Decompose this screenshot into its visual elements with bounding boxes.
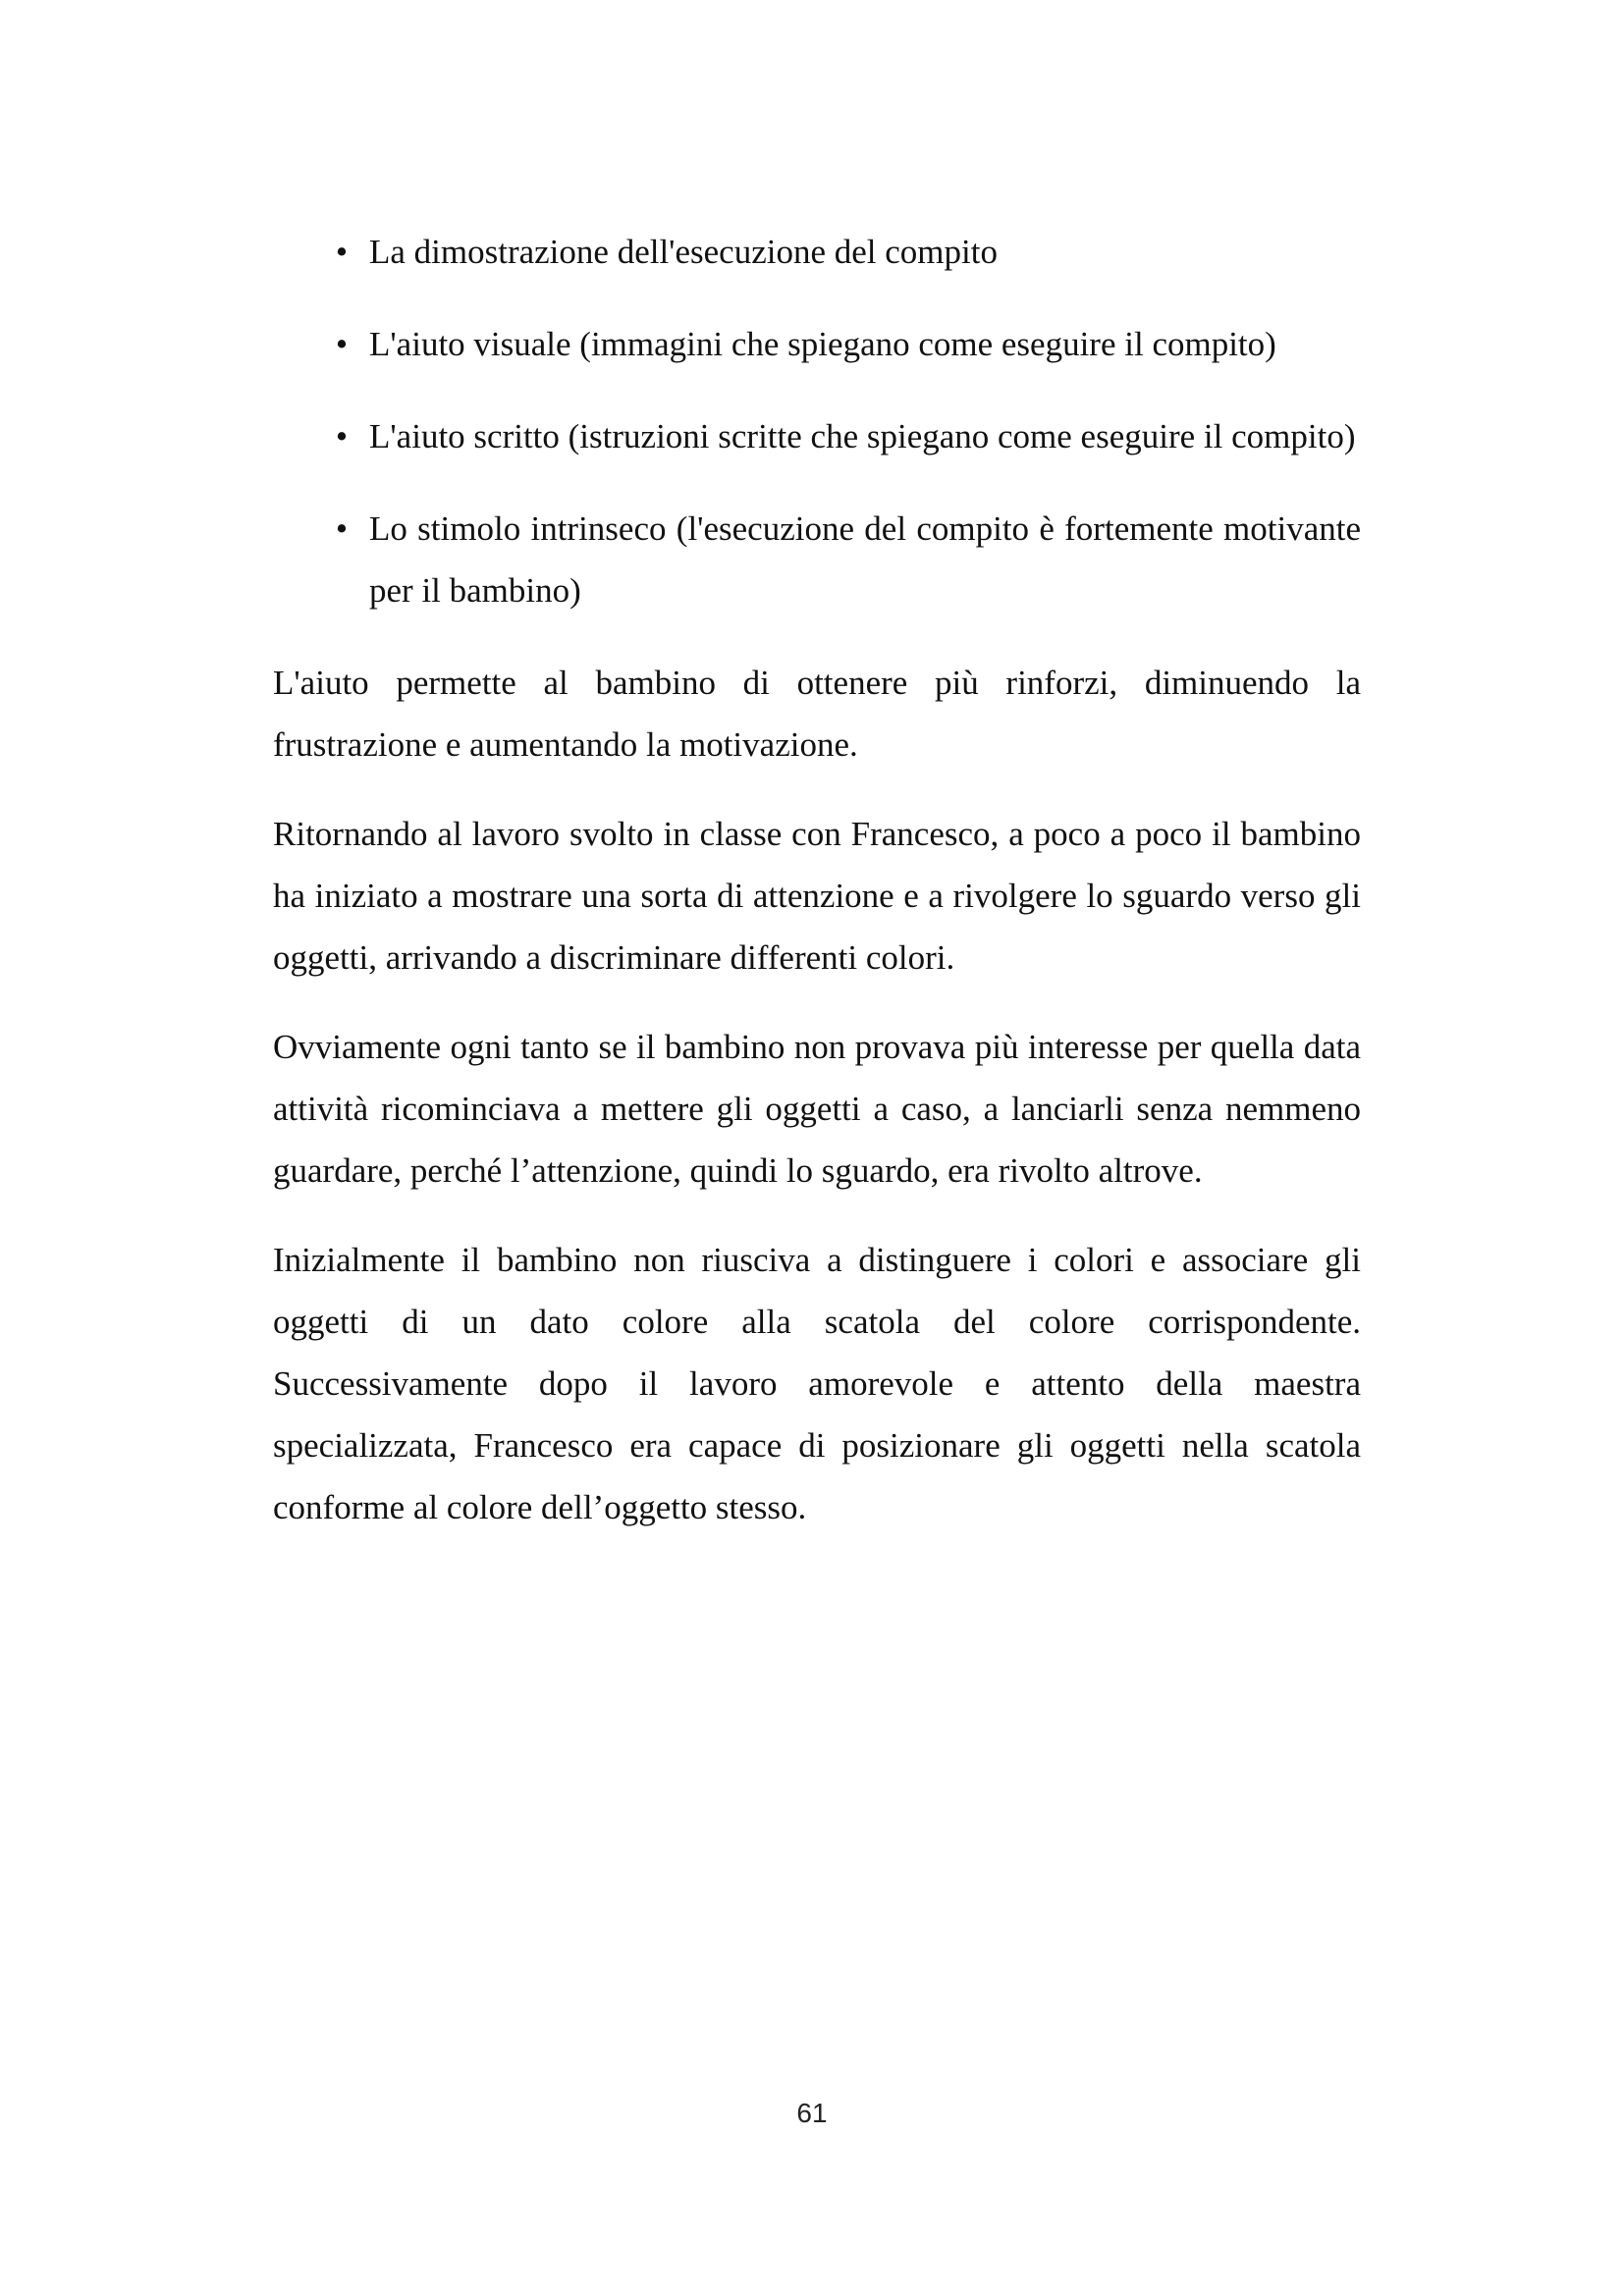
bullet-item-text: L'aiuto scritto (istruzioni scritte che spiegano come eseguire il compito)	[369, 417, 1356, 455]
bullet-item	[273, 405, 1361, 467]
page-number: 61	[796, 2098, 828, 2128]
bullet-dot-icon: •	[335, 233, 349, 271]
bullet-item	[273, 221, 1361, 283]
bullet-item-text: L'aiuto visuale (immagini che spiegano come eseguire il compito)	[369, 325, 1276, 363]
bullet-item	[273, 313, 1361, 375]
bullet-dot-icon: •	[335, 325, 349, 363]
bullet-item	[273, 498, 1361, 621]
page-content	[273, 221, 1361, 1566]
body-paragraph: Inizialmente il bambino non riusciva a distinguere i colori e associare gli oggetti di un dato colore alla scatola del colore corrispondente. Successivamente dopo il lavoro amorevole e attento della maestra specializzata, Francesco era capace di posizionare gli oggetti nella scatola conforme al colore dell’oggetto stesso.	[273, 1241, 1361, 1526]
bullet-list	[273, 221, 1361, 621]
bullet-item-text: Lo stimolo intrinseco (l'esecuzione del compito è fortemente motivante per il bambino)	[369, 509, 1361, 610]
bullet-item-text: La dimostrazione dell'esecuzione del compito	[369, 233, 998, 271]
bullet-dot-icon: •	[335, 509, 349, 548]
body-paragraph: L'aiuto permette al bambino di ottenere più rinforzi, diminuendo la frustrazione e aumentando la motivazione.	[273, 664, 1361, 764]
bullet-dot-icon: •	[335, 417, 349, 455]
body-paragraph: Ovviamente ogni tanto se il bambino non provava più interesse per quella data attività ricominciava a mettere gli oggetti a caso, a lanciarli senza nemmeno guardare, perché l’attenzione, quindi lo sguardo, era rivolto altrove.	[273, 1028, 1361, 1190]
body-paragraph: Ritornando al lavoro svolto in classe con Francesco, a poco a poco il bambino ha iniziato a mostrare una sorta di attenzione e a rivolgere lo sguardo verso gli oggetti, arrivando a discriminare differenti colori.	[273, 815, 1361, 977]
